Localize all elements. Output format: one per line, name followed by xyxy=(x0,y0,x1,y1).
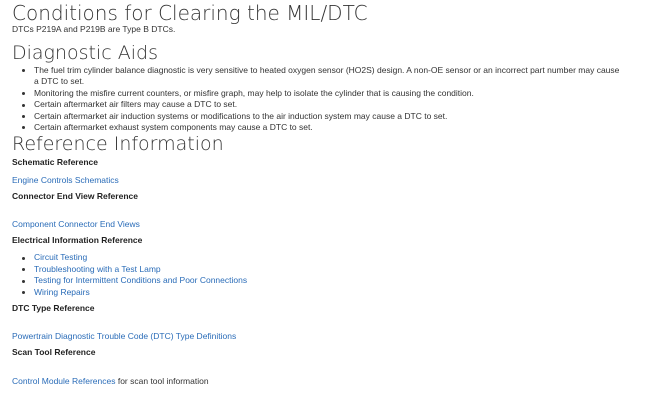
diagnostic-aid-item: Certain aftermarket air induction systems or modifications to the air induction system may cause a DTC to set. xyxy=(34,111,624,122)
schematic-reference-label: Schematic Reference xyxy=(12,157,98,168)
scan-tool-info-text: for scan tool information xyxy=(115,376,209,387)
diagnostic-aids-heading: Diagnostic Aids xyxy=(12,42,158,64)
diagnostic-aid-item: The fuel trim cylinder balance diagnostic is very sensitive to heated oxygen sensor (HO2S) design. A non-OE sensor or an incorrect part number may cause a DTC to set. xyxy=(34,65,624,88)
list-item xyxy=(34,252,642,263)
reference-information-heading: Reference Information xyxy=(12,133,224,156)
scan-tool-reference-label: Scan Tool Reference xyxy=(12,347,96,358)
list-item xyxy=(34,287,642,298)
diagnostic-aid-item: Monitoring the misfire current counters, or misfire graph, may help to isolate the cylinder that is causing the condition. xyxy=(34,88,624,99)
connector-end-view-reference-label: Connector End View Reference xyxy=(12,191,138,202)
document-page xyxy=(12,0,642,387)
conditions-text: DTCs P219A and P219B are Type B DTCs. xyxy=(12,24,176,34)
intermittent-conditions-link[interactable]: Testing for Intermittent Conditions and Poor Connections xyxy=(34,275,248,286)
component-connector-end-views-link[interactable]: Component Connector End Views xyxy=(12,219,140,230)
dtc-type-reference-label: DTC Type Reference xyxy=(12,303,95,314)
conditions-heading: Conditions for Clearing the MIL/DTC xyxy=(12,1,368,25)
dtc-type-definitions-link[interactable]: Powertrain Diagnostic Trouble Code (DTC) Type Definitions xyxy=(12,331,237,342)
diagnostic-aid-item: Certain aftermarket exhaust system components may cause a DTC to set. xyxy=(34,122,624,133)
control-module-references-link[interactable]: Control Module References xyxy=(12,376,116,387)
engine-controls-schematics-link[interactable]: Engine Controls Schematics xyxy=(12,175,119,186)
troubleshooting-test-lamp-link[interactable]: Troubleshooting with a Test Lamp xyxy=(34,263,161,274)
diagnostic-aids-list xyxy=(12,65,642,133)
list-item xyxy=(34,275,642,286)
diagnostic-aid-item: Certain aftermarket air filters may cause a DTC to set. xyxy=(34,99,624,110)
circuit-testing-link[interactable]: Circuit Testing xyxy=(34,252,88,263)
electrical-links-list xyxy=(12,252,642,298)
electrical-information-reference-label: Electrical Information Reference xyxy=(12,235,143,246)
wiring-repairs-link[interactable]: Wiring Repairs xyxy=(34,286,90,297)
list-item xyxy=(34,264,642,275)
